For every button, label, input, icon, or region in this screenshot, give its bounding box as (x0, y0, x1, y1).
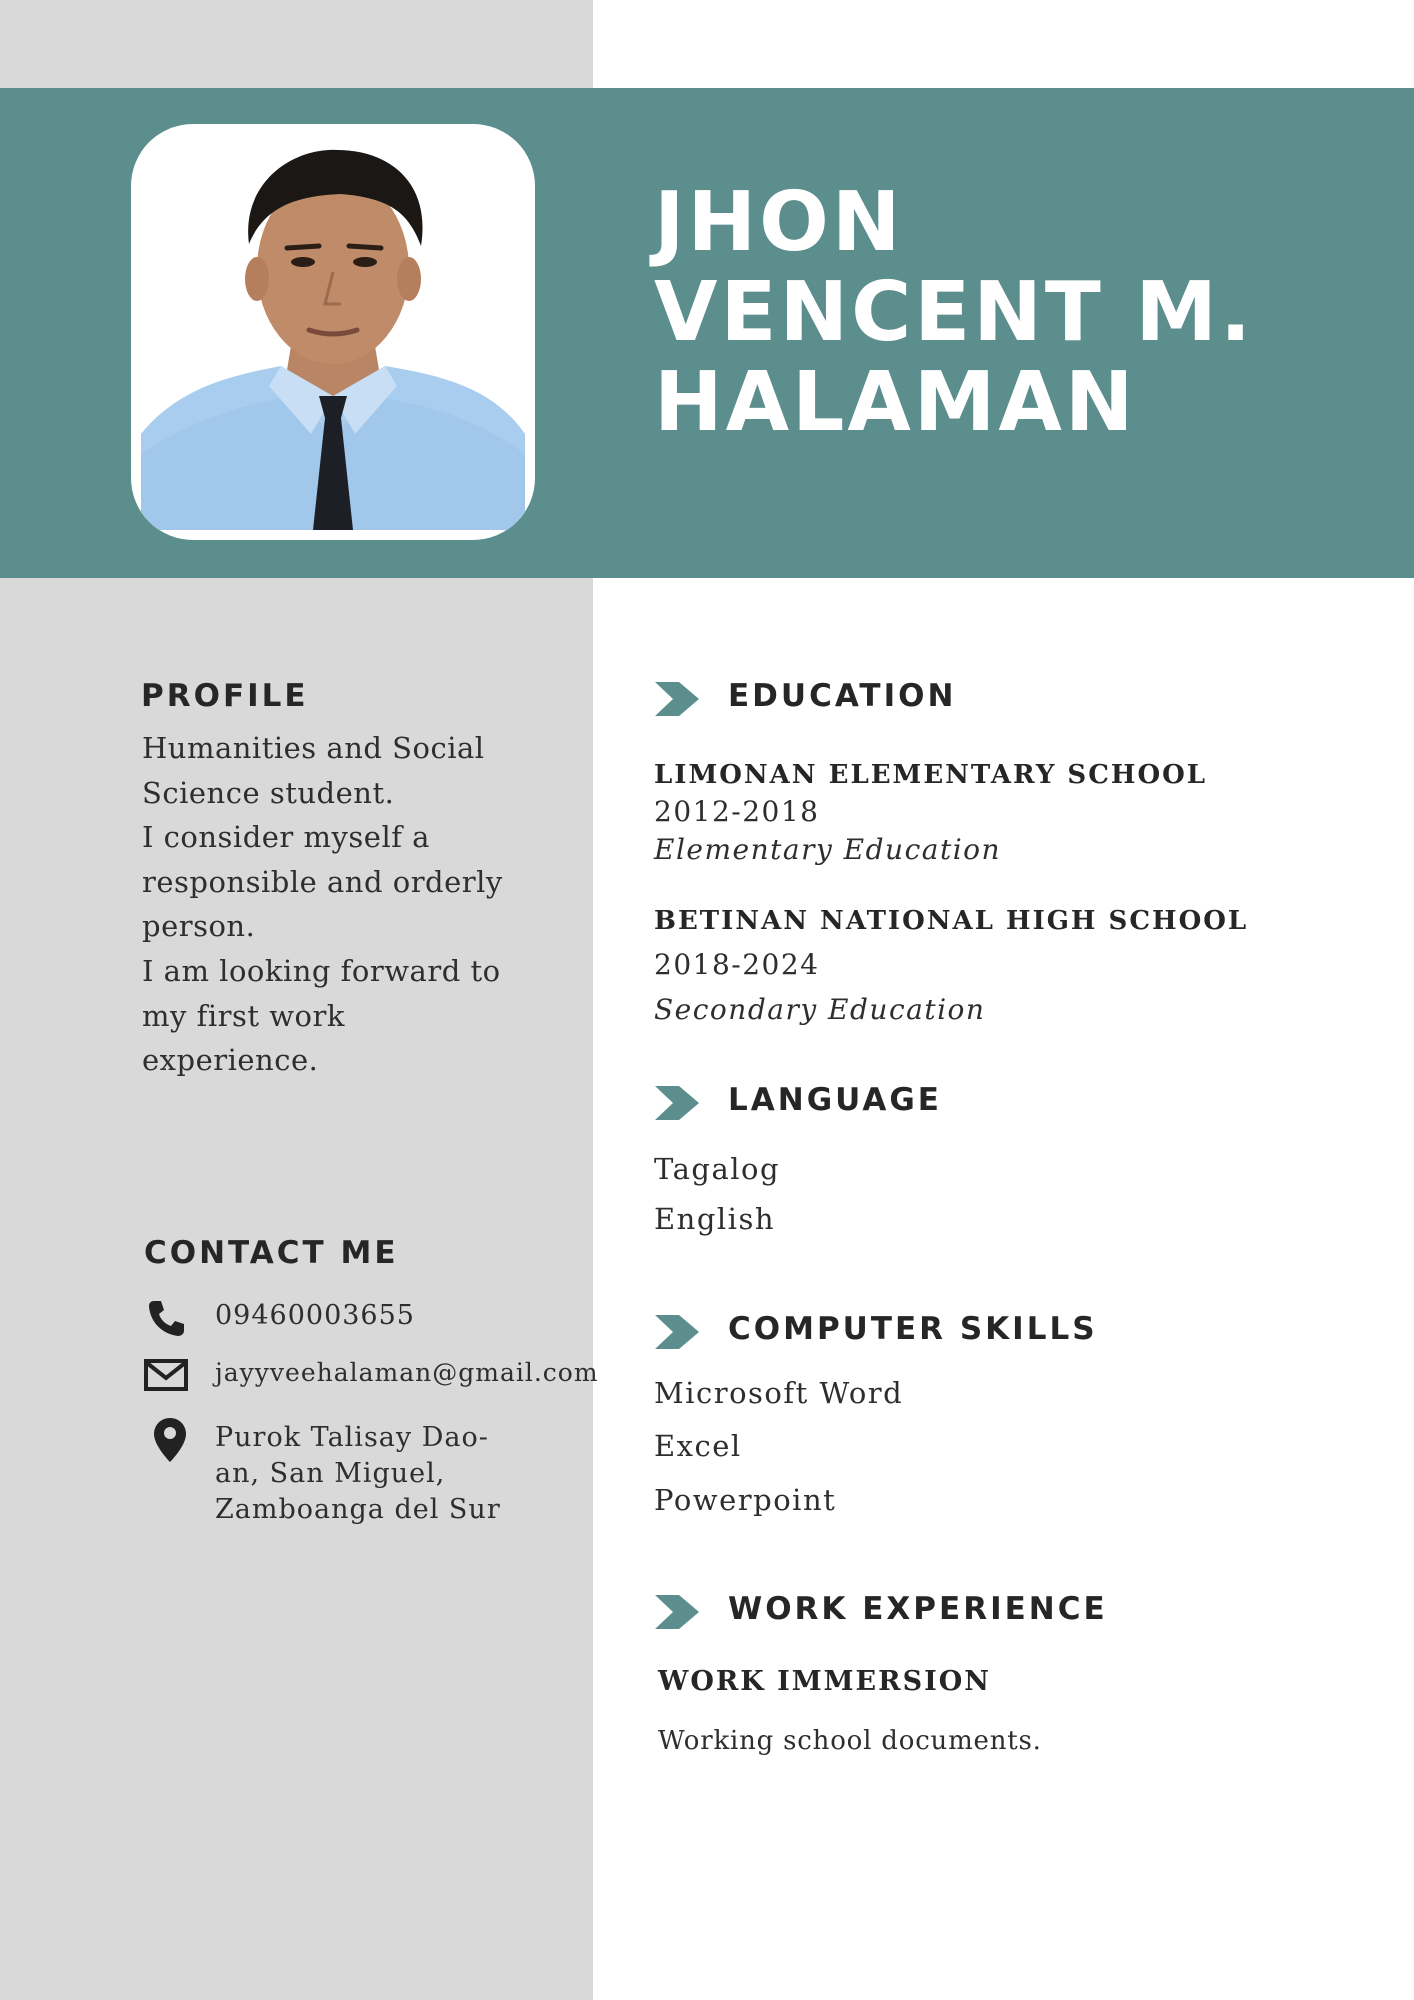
profile-line: Science student. (142, 775, 395, 810)
address-line: an, San Miguel, (215, 1458, 446, 1489)
chevron-right-icon (655, 1313, 701, 1351)
skill-item: Powerpoint (654, 1483, 837, 1517)
work-title: WORK IMMERSION (658, 1666, 991, 1697)
education-heading: EDUCATION (728, 678, 957, 714)
school-name: LIMONAN ELEMENTARY SCHOOL (654, 760, 1208, 790)
profile-photo (131, 124, 535, 540)
name-line-1: JHON (654, 175, 904, 270)
profile-text (142, 726, 503, 1083)
profile-line: experience. (142, 1043, 319, 1078)
profile-line: I am looking forward to (142, 953, 501, 988)
person-name (654, 175, 1255, 450)
address-line: Purok Talisay Dao- (215, 1422, 489, 1453)
email-address: jayyveehalaman@gmail.com (215, 1358, 599, 1387)
address-line: Zamboanga del Sur (215, 1494, 501, 1525)
phone-number: 09460003655 (215, 1300, 415, 1331)
person-portrait-icon (141, 134, 525, 530)
skill-item: Excel (654, 1429, 742, 1463)
email-icon (144, 1358, 188, 1392)
location-pin-icon (152, 1416, 188, 1464)
work-description: Working school documents. (658, 1726, 1042, 1756)
skill-item: Microsoft Word (654, 1376, 904, 1410)
chevron-right-icon (655, 1084, 701, 1122)
chevron-right-icon (655, 680, 701, 718)
computer-skills-heading: COMPUTER SKILLS (728, 1311, 1098, 1347)
profile-line: my first work (142, 998, 345, 1033)
phone-icon (146, 1298, 186, 1338)
profile-line: Humanities and Social (142, 731, 485, 765)
language-item: Tagalog (654, 1152, 781, 1186)
language-heading: LANGUAGE (728, 1082, 942, 1118)
profile-line: person. (142, 909, 256, 944)
address (215, 1420, 501, 1528)
contact-heading: CONTACT ME (144, 1235, 399, 1271)
profile-heading: PROFILE (141, 678, 309, 714)
work-experience-heading: WORK EXPERIENCE (728, 1591, 1108, 1627)
name-line-3: HALAMAN (654, 355, 1137, 450)
school-name: BETINAN NATIONAL HIGH SCHOOL (654, 906, 1249, 936)
school-years: 2012-2018 (654, 795, 820, 828)
profile-line: I consider myself a (142, 820, 430, 855)
chevron-right-icon (655, 1593, 701, 1631)
language-item: English (654, 1202, 776, 1236)
name-line-2: VENCENT M. (654, 265, 1255, 360)
education-level: Secondary Education (654, 993, 986, 1026)
school-years: 2018-2024 (654, 948, 820, 981)
education-level: Elementary Education (654, 833, 1002, 866)
profile-line: responsible and orderly (142, 864, 503, 899)
